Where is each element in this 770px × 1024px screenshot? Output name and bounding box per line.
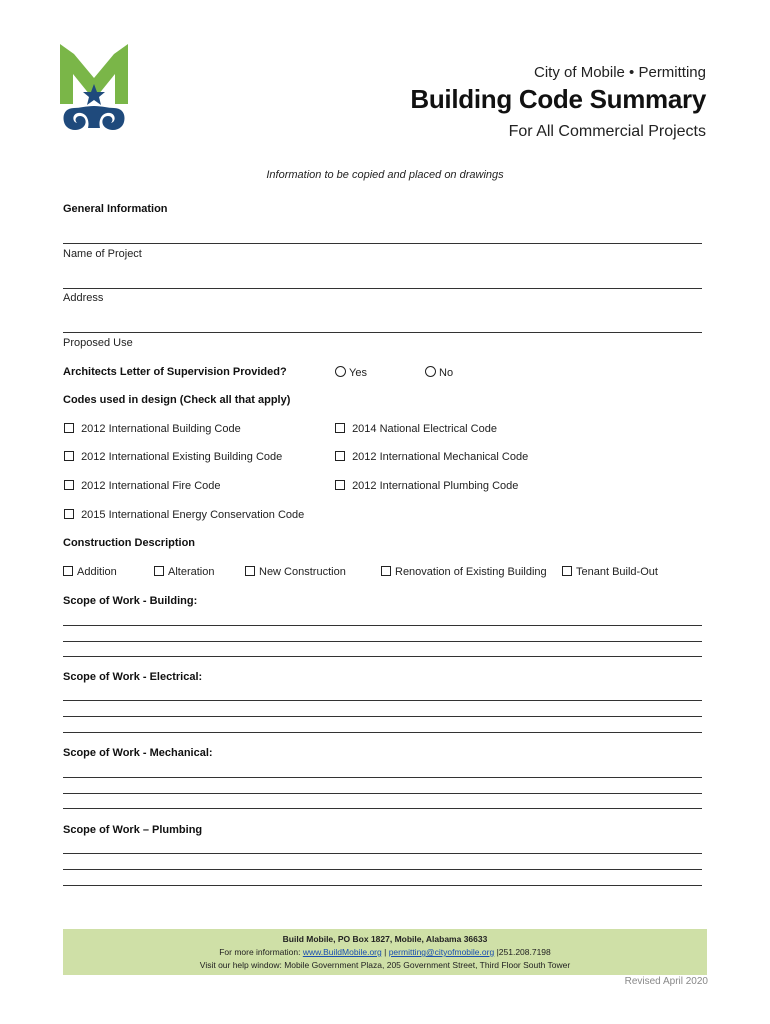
revised-date: Revised April 2020 (624, 976, 708, 987)
checkbox-icon[interactable] (64, 423, 74, 433)
checkbox-icon[interactable] (154, 566, 164, 576)
checkbox-icon[interactable] (64, 451, 74, 461)
footer-contact (63, 946, 707, 959)
checkbox-icon[interactable] (335, 423, 345, 433)
construction-heading: Construction Description (63, 537, 196, 549)
supervision-question: Architects Letter of Supervision Provided? (63, 366, 287, 378)
scope-electrical-line[interactable] (63, 700, 702, 701)
supervision-yes-option[interactable] (335, 366, 367, 379)
construction-alteration[interactable] (154, 566, 214, 578)
construction-addition[interactable] (63, 566, 117, 578)
option-label: Alteration (168, 566, 215, 578)
scope-mechanical-heading: Scope of Work - Mechanical: (63, 747, 213, 759)
code-label: 2015 International Energy Conservation Code (81, 509, 305, 521)
footer-help-window: Visit our help window: Mobile Government Plaza, 205 Government Street, Third Floor South Tower (199, 960, 571, 970)
yes-label: Yes (349, 367, 367, 379)
scope-building-line[interactable] (63, 641, 702, 642)
scope-mechanical-line[interactable] (63, 777, 702, 778)
radio-icon[interactable] (425, 366, 436, 377)
construction-renovation[interactable] (381, 566, 547, 578)
city-of-mobile-logo (60, 44, 128, 136)
project-name-line[interactable] (63, 243, 702, 244)
checkbox-icon[interactable] (245, 566, 255, 576)
proposed-use-line[interactable] (63, 332, 702, 333)
scope-building-line[interactable] (63, 625, 702, 626)
construction-tenant-buildout[interactable] (562, 566, 658, 578)
scope-electrical-heading: Scope of Work - Electrical: (63, 671, 203, 683)
scope-electrical-line[interactable] (63, 732, 702, 733)
scope-building-line[interactable] (63, 656, 702, 657)
checkbox-icon[interactable] (335, 451, 345, 461)
code-label: 2012 International Building Code (81, 423, 241, 435)
footer-separator: | (384, 947, 387, 957)
scope-electrical-line[interactable] (63, 716, 702, 717)
checkbox-icon[interactable] (381, 566, 391, 576)
page-title: Building Code Summary (410, 84, 706, 114)
code-ipc[interactable] (335, 480, 518, 492)
scope-plumbing-line[interactable] (63, 869, 702, 870)
code-label: 2012 International Plumbing Code (352, 480, 519, 492)
scope-mechanical-line[interactable] (63, 808, 702, 809)
no-label: No (439, 367, 454, 379)
scope-plumbing-line[interactable] (63, 885, 702, 886)
checkbox-icon[interactable] (562, 566, 572, 576)
option-label: Addition (77, 566, 117, 578)
option-label: New Construction (259, 566, 346, 578)
scope-mechanical-line[interactable] (63, 793, 702, 794)
code-nec[interactable] (335, 423, 497, 435)
email-link[interactable]: permitting@cityofmobile.org (388, 947, 495, 957)
checkbox-icon[interactable] (335, 480, 345, 490)
checkbox-icon[interactable] (64, 480, 74, 490)
footer-address (63, 933, 707, 946)
scope-building-heading: Scope of Work - Building: (63, 595, 198, 607)
option-label: Renovation of Existing Building (395, 566, 547, 578)
supervision-no-option[interactable] (425, 366, 453, 379)
address-label: Address (63, 292, 104, 304)
general-info-heading: General Information (63, 203, 168, 215)
footer-box (63, 929, 707, 975)
code-ifc[interactable] (64, 480, 221, 492)
org-name: City of Mobile • Permitting (534, 64, 706, 81)
scope-plumbing-line[interactable] (63, 853, 702, 854)
website-link[interactable]: www.BuildMobile.org (302, 947, 382, 957)
project-name-label: Name of Project (63, 248, 142, 260)
proposed-use-label: Proposed Use (63, 337, 133, 349)
checkbox-icon[interactable] (63, 566, 73, 576)
footer-address-text: Build Mobile, PO Box 1827, Mobile, Alabama 36633 (282, 934, 488, 944)
address-line[interactable] (63, 288, 702, 289)
construction-new[interactable] (245, 566, 346, 578)
code-iecc[interactable] (64, 509, 304, 521)
footer-phone: |251.208.7198 (496, 947, 551, 957)
scope-plumbing-heading: Scope of Work – Plumbing (63, 824, 203, 836)
code-iebc[interactable] (64, 451, 282, 463)
code-label: 2014 National Electrical Code (352, 423, 497, 435)
radio-icon[interactable] (335, 366, 346, 377)
option-label: Tenant Build-Out (576, 566, 658, 578)
intro-text: Information to be copied and placed on drawings (266, 169, 504, 181)
checkbox-icon[interactable] (64, 509, 74, 519)
code-label: 2012 International Existing Building Code (81, 451, 283, 463)
page-subtitle: For All Commercial Projects (508, 123, 706, 140)
code-label: 2012 International Mechanical Code (352, 451, 529, 463)
footer-more-label: For more information: (219, 947, 301, 957)
code-label: 2012 International Fire Code (81, 480, 221, 492)
code-imc[interactable] (335, 451, 528, 463)
codes-heading: Codes used in design (Check all that apply) (63, 394, 291, 406)
code-ibc[interactable] (64, 423, 241, 435)
